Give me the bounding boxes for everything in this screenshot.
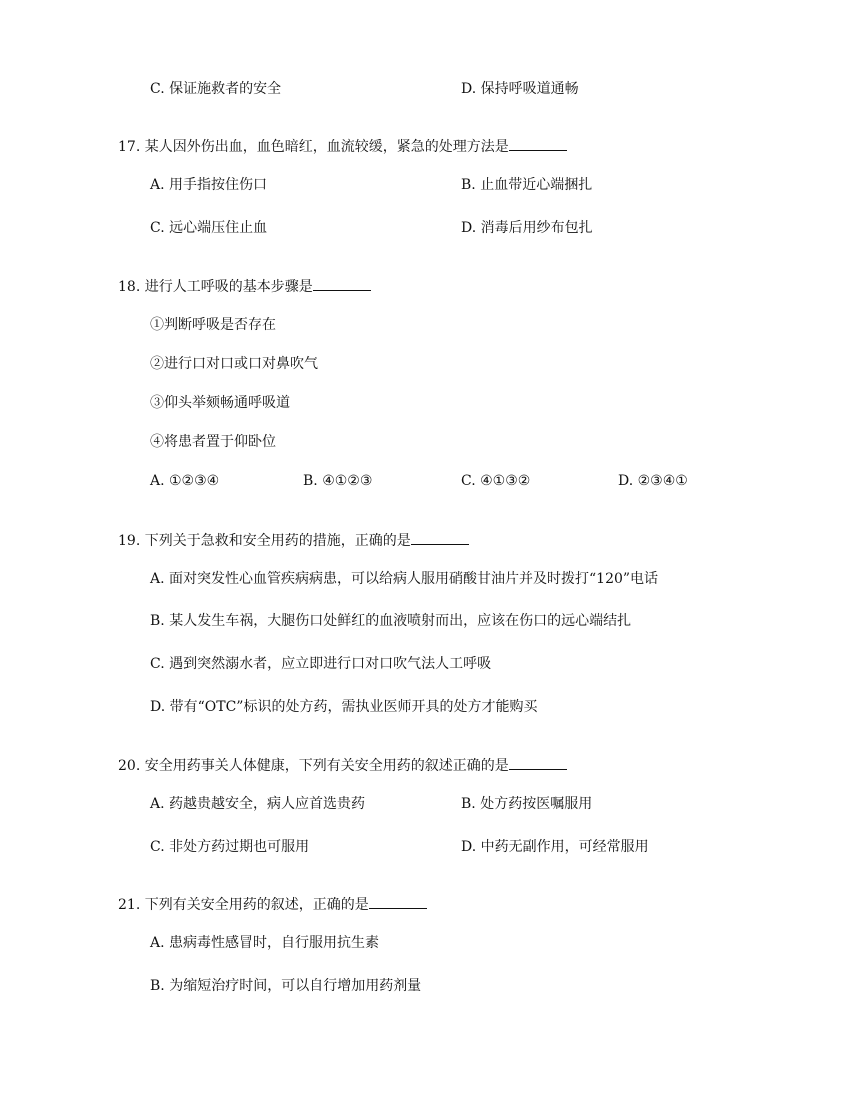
q21-stem — [118, 896, 427, 914]
q18-step-2: ②进行口对口或口对鼻吹气 — [150, 356, 318, 372]
q17-option-d: D. 消毒后用纱布包扎 — [461, 220, 593, 236]
q17-option-a: A. 用手指按住伤口 — [150, 177, 268, 193]
q18-stem-text: 18. 进行人工呼吸的基本步骤是 — [118, 279, 313, 295]
q18-step-4: ④将患者置于仰卧位 — [150, 434, 276, 450]
q20-option-b: B. 处方药按医嘱服用 — [461, 796, 593, 812]
q16-option-c: C. 保证施救者的安全 — [150, 81, 282, 97]
q18-option-c: C. ④①③② — [461, 473, 531, 489]
q19-option-b: B. 某人发生车祸，大腿伤口处鲜红的血液喷射而出，应该在伤口的远心端结扎 — [150, 613, 632, 629]
q19-stem — [118, 532, 469, 550]
q20-stem-text: 20. 安全用药事关人体健康，下列有关安全用药的叙述正确的是 — [118, 758, 509, 774]
q18-option-d: D. ②③④① — [618, 473, 688, 489]
answer-blank — [509, 138, 567, 151]
q18-step-3: ③仰头举颏畅通呼吸道 — [150, 395, 290, 411]
q16-option-d: D. 保持呼吸道通畅 — [461, 81, 579, 97]
q18-stem — [118, 278, 371, 296]
q19-option-c: C. 遇到突然溺水者，应立即进行口对口吹气法人工呼吸 — [150, 656, 492, 672]
q21-stem-text: 21. 下列有关安全用药的叙述，正确的是 — [118, 897, 369, 913]
q20-option-d: D. 中药无副作用，可经常服用 — [461, 839, 649, 855]
q17-option-c: C. 远心端压住止血 — [150, 220, 268, 236]
q19-option-d: D. 带有“OTC”标识的处方药，需执业医师开具的处方才能购买 — [150, 699, 538, 715]
q18-option-a: A. ①②③④ — [150, 473, 220, 489]
answer-blank — [411, 532, 469, 545]
q20-option-a: A. 药越贵越安全，病人应首选贵药 — [150, 796, 366, 812]
q21-option-a: A. 患病毒性感冒时，自行服用抗生素 — [150, 935, 380, 951]
q17-stem — [118, 138, 567, 156]
q20-stem — [118, 757, 567, 775]
answer-blank — [369, 896, 427, 909]
answer-blank — [509, 757, 567, 770]
answer-blank — [313, 278, 371, 291]
q21-option-b: B. 为缩短治疗时间，可以自行增加用药剂量 — [150, 978, 422, 994]
q19-stem-text: 19. 下列关于急救和安全用药的措施，正确的是 — [118, 533, 411, 549]
q17-option-b: B. 止血带近心端捆扎 — [461, 177, 593, 193]
q18-option-b: B. ④①②③ — [303, 473, 373, 489]
q17-stem-text: 17. 某人因外伤出血，血色暗红，血流较缓，紧急的处理方法是 — [118, 139, 509, 155]
q20-option-c: C. 非处方药过期也可服用 — [150, 839, 310, 855]
q18-step-1: ①判断呼吸是否存在 — [150, 317, 276, 333]
q19-option-a: A. 面对突发性心血管疾病病患，可以给病人服用硝酸甘油片并及时拨打“120”电话 — [150, 571, 659, 587]
